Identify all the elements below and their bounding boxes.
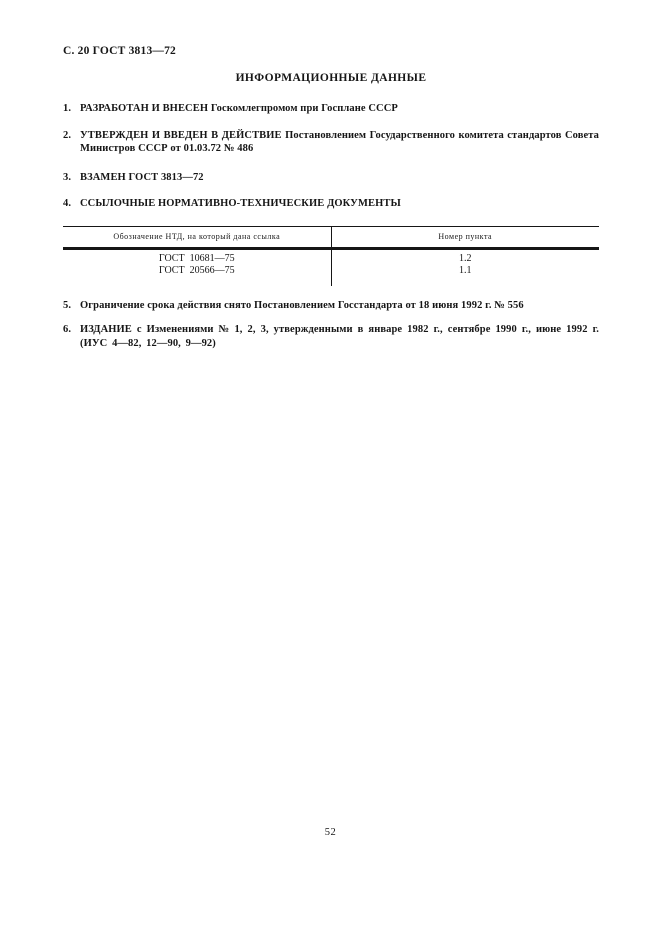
item-text: ССЫЛОЧНЫЕ НОРМАТИВНО-ТЕХНИЧЕСКИЕ ДОКУМЕНТЫ — [80, 198, 401, 209]
list-item-1 — [63, 102, 599, 116]
item-text: ИЗДАНИЕ с Изменениями № 1, 2, 3, утвержденными в январе 1982 г., сентябре 1990 г., июне 1992 г. (ИУС 4—82, 12—90, 9—92) — [80, 324, 599, 349]
table-header-ntd: Обозначение НТД, на который дана ссылка — [63, 226, 331, 248]
table-header-punkt: Номер пункта — [331, 226, 599, 248]
item-text: РАЗРАБОТАН И ВНЕСЕН Госкомлегпромом при Госплане СССР — [80, 103, 398, 114]
item-number: 1. — [63, 103, 72, 114]
item-text: УТВЕРЖДЕН И ВВЕДЕН В ДЕЙСТВИЕ Постановлением Государственного комитета стандартов Совета Министров СССР от 01.03.72 № 486 — [80, 129, 599, 154]
list-item-6 — [63, 323, 599, 350]
list-item-5 — [63, 299, 599, 313]
item-number: 6. — [63, 324, 72, 335]
list-item-4 — [63, 197, 599, 211]
page-number: 52 — [324, 827, 337, 838]
page-content — [0, 0, 661, 350]
item-number: 4. — [63, 198, 72, 209]
cell-punkt: 1.1 — [459, 264, 472, 276]
cell-ntd: ГОСТ 10681—75 — [63, 248, 331, 265]
cell-punkt: 1.2 — [459, 252, 472, 264]
item-text: Ограничение срока действия снято Постановлением Госстандарта от 18 июня 1992 г. № 556 — [80, 299, 524, 311]
item-number: 5. — [63, 299, 72, 311]
table-row — [63, 248, 599, 265]
item-number: 2. — [63, 129, 72, 141]
cell-ntd: ГОСТ 20566—75 — [63, 265, 331, 286]
table-header-row — [63, 226, 599, 248]
list-item-3 — [63, 171, 599, 185]
running-header: С. 20 ГОСТ 3813—72 — [63, 45, 176, 57]
page-title: ИНФОРМАЦИОННЫЕ ДАННЫЕ — [235, 72, 427, 84]
item-text: ВЗАМЕН ГОСТ 3813—72 — [80, 171, 204, 183]
table-row — [63, 265, 599, 286]
reference-documents-table — [63, 226, 599, 286]
item-number: 3. — [63, 171, 72, 183]
list-item-2 — [63, 129, 599, 156]
